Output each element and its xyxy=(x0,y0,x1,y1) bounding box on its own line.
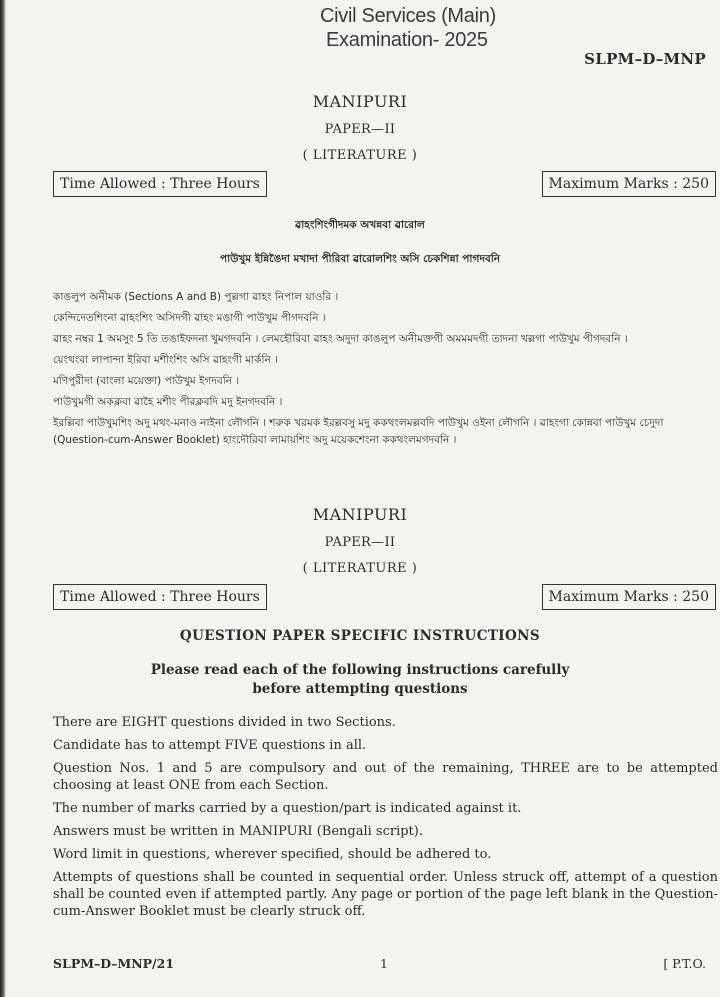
paper-number-english: PAPER—II xyxy=(324,535,396,550)
bengali-item: কেন্দিদেতশিংনা ৱাহংশিং অসিদগী ৱাহং মঙাগী পাউখুম পীগদবনি । xyxy=(53,312,326,324)
subject-title: MANIPURI xyxy=(312,92,408,111)
instruction-item: Candidate has to attempt FIVE questions in all. xyxy=(53,738,367,753)
footer-code: SLPM–D–MNP/21 xyxy=(53,956,175,971)
instructions-title: QUESTION PAPER SPECIFIC INSTRUCTIONS xyxy=(179,628,541,644)
paper-type-english: ( LITERATURE ) xyxy=(302,561,418,576)
bengali-item: য়েংথংবা লাপান্দা ইরিবা মশীংশিং অসি ৱাহংগী মার্কনি । xyxy=(53,354,278,366)
bengali-instructions xyxy=(53,289,718,449)
bengali-item: পাউখুমগী অকক্লবা ৱাহৈ মশীং পীরক্লবদি মদু ইনগদবনি । xyxy=(53,396,283,408)
pto-marker: [ P.T.O. xyxy=(663,956,706,971)
instruction-item: Question Nos. 1 and 5 are compulsory and out of the remaining, THREE are to be attempted choosing at least ONE from each Section. xyxy=(53,761,718,793)
instructions-subtitle-1: Please read each of the following instructions carefully xyxy=(150,662,570,678)
paper-type: ( LITERATURE ) xyxy=(302,148,418,163)
bengali-item: ইরল্লিবা পাউখুমশিং অদু মথং-মনাও নাইনা লৌগনি । শরুক খরমক ইরল্লবসু মদু ককথংলমল্লবদি পাউখুম ওইনা লৌগনি । ৱাহংগা কোন্নবা পাউখুম চেদুদা (Question-cum-Answer Booklet) হাংদৌরিবা লামায়শিং অদু ময়েকশেংনা ককথংলমগদবনি । xyxy=(53,417,664,446)
bengali-item: কাঙলুপ অনীমক (Sections A and B) পুল্লগা ৱাহং নিপাল য়াওরি । xyxy=(53,291,339,303)
subject-title-english: MANIPURI xyxy=(312,505,408,524)
paper-number: PAPER—II xyxy=(324,122,396,137)
instruction-item: Attempts of questions shall be counted in sequential order. Unless struck off, attempt of a question shall be counted even if attempted partly. Any page or portion of the page left blank in the Question-cum-Answer Booklet must be clearly struck off. xyxy=(53,870,718,919)
paper-code: SLPM–D–MNP xyxy=(584,50,706,68)
handwritten-line-2: Examination- 2025 xyxy=(326,29,488,51)
bengali-item: মণিপুরীদা (বাংলা ময়েক্তা) পাউখুম ইগদবনি । xyxy=(53,375,240,387)
page-number: 1 xyxy=(380,956,388,971)
time-allowed-box-english: Time Allowed : Three Hours xyxy=(53,584,267,610)
instruction-item: There are EIGHT questions divided in two Sections. xyxy=(53,715,396,730)
time-allowed-box: Time Allowed : Three Hours xyxy=(53,171,267,197)
bengali-item: ৱাহং নম্বর 1 অমসুং 5 তি তঙাইফদনা খুমগদবনি । লেমহৌরিবা ৱাহং অদুদা কাঙলুপ অনীমক্তগী অমমমদগী তাদনা খল্লগা পাউখুম পীগদবনি । xyxy=(53,333,628,345)
bengali-heading-2: পাউখুম ইন্নিঙৈদা মখাদা পীরিবা ৱারোলশিং অসি চেকশিন্না পাগদবনি xyxy=(220,253,500,265)
instruction-item: The number of marks carried by a question/part is indicated against it. xyxy=(53,801,522,816)
bengali-heading-1: ৱাহংশিংগীদমক অখন্নবা ৱারোল xyxy=(295,219,425,231)
max-marks-box: Maximum Marks : 250 xyxy=(542,171,716,197)
instruction-item: Word limit in questions, wherever specified, should be adhered to. xyxy=(53,847,492,862)
instructions-subtitle-2: before attempting questions xyxy=(252,681,468,697)
handwritten-line-1: Civil Services (Main) xyxy=(320,5,496,27)
english-instructions xyxy=(53,714,718,926)
handwritten-exam-title xyxy=(320,4,520,52)
max-marks-box-english: Maximum Marks : 250 xyxy=(542,584,716,610)
instruction-item: Answers must be written in MANIPURI (Bengali script). xyxy=(53,824,423,839)
